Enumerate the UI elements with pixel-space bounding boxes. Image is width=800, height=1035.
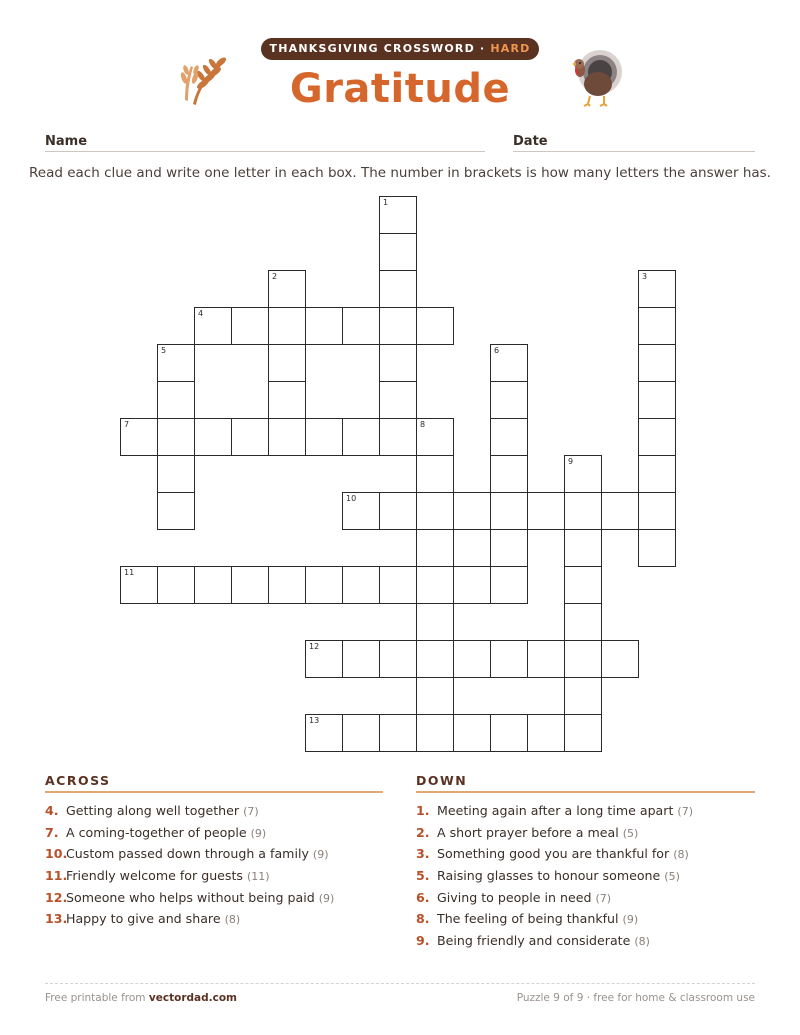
- clue-text: Custom passed down through a family: [66, 846, 309, 862]
- grid-cell[interactable]: [379, 307, 417, 345]
- clue-length: (5): [664, 870, 680, 884]
- grid-cell[interactable]: [416, 492, 454, 530]
- grid-cell[interactable]: [564, 603, 602, 641]
- grid-cell[interactable]: [416, 677, 454, 715]
- across-clue: [45, 908, 334, 930]
- clue-number-label: 10: [346, 494, 357, 503]
- grid-cell[interactable]: [638, 529, 676, 567]
- grid-cell[interactable]: [490, 529, 528, 567]
- footer-puzzle-info: Puzzle 9 of 9 · free for home & classroom use: [516, 992, 755, 1004]
- grid-cell[interactable]: [379, 233, 417, 271]
- grid-cell[interactable]: [453, 492, 491, 530]
- puzzle-title: Gratitude: [289, 66, 511, 112]
- difficulty-badge: [261, 38, 539, 60]
- grid-cell[interactable]: [379, 381, 417, 419]
- grid-cell[interactable]: [638, 381, 676, 419]
- clue-number-label: 1: [383, 198, 389, 207]
- grid-cell[interactable]: [342, 307, 380, 345]
- grid-cell[interactable]: [527, 492, 565, 530]
- grid-cell[interactable]: [379, 270, 417, 308]
- grid-cell[interactable]: [342, 492, 380, 530]
- clue-text: Raising glasses to honour someone: [437, 868, 661, 884]
- grid-cell[interactable]: [490, 418, 528, 456]
- grid-cell[interactable]: [416, 455, 454, 493]
- grid-cell[interactable]: [453, 640, 491, 678]
- grid-cell[interactable]: [342, 640, 380, 678]
- grid-cell[interactable]: [379, 640, 417, 678]
- grid-cell[interactable]: [305, 714, 343, 752]
- footer-prefix: Free printable from: [45, 992, 146, 1004]
- grid-cell[interactable]: [379, 566, 417, 604]
- across-clue: [45, 800, 334, 822]
- clue-length: (8): [673, 848, 689, 862]
- grid-cell[interactable]: [194, 418, 232, 456]
- clue-number: 1.: [416, 803, 430, 818]
- clue-text: Meeting again after a long time apart: [437, 803, 674, 818]
- grid-cell[interactable]: [342, 418, 380, 456]
- grid-cell[interactable]: [157, 455, 195, 493]
- grid-cell[interactable]: [638, 270, 676, 308]
- clue-length: (7): [595, 891, 612, 905]
- across-clue: [45, 887, 334, 909]
- badge-title: THANKSGIVING CROSSWORD ·: [269, 42, 486, 55]
- grid-cell[interactable]: [231, 307, 269, 345]
- down-clue: [416, 908, 693, 930]
- grid-cell[interactable]: [527, 714, 565, 752]
- clue-number-label: 9: [568, 457, 574, 466]
- grid-cell[interactable]: [490, 455, 528, 493]
- down-clue-list: [416, 800, 693, 952]
- grid-cell[interactable]: [305, 640, 343, 678]
- grid-cell[interactable]: [416, 640, 454, 678]
- grid-cell[interactable]: [416, 566, 454, 604]
- date-field[interactable]: [513, 151, 755, 152]
- clue-length: (7): [243, 805, 259, 818]
- grid-cell[interactable]: [157, 344, 195, 382]
- down-divider: [416, 791, 755, 793]
- grid-cell[interactable]: [268, 566, 306, 604]
- clue-number-label: 11: [124, 568, 135, 577]
- grid-cell[interactable]: [638, 455, 676, 493]
- grid-cell[interactable]: [342, 566, 380, 604]
- grid-cell[interactable]: [268, 307, 306, 345]
- grid-cell[interactable]: [416, 418, 454, 456]
- grid-cell[interactable]: [564, 566, 602, 604]
- footer-site-link[interactable]: vectordad.com: [148, 992, 237, 1004]
- grid-cell[interactable]: [268, 381, 306, 419]
- clue-number: 3.: [416, 846, 430, 862]
- grid-cell[interactable]: [120, 418, 158, 456]
- down-clue: [416, 887, 693, 909]
- clue-length: (9): [250, 826, 267, 840]
- grid-cell[interactable]: [194, 566, 232, 604]
- clue-number-label: 7: [124, 420, 130, 429]
- grid-cell[interactable]: [564, 529, 602, 567]
- grid-cell[interactable]: [416, 603, 454, 641]
- clue-number-label: 4: [198, 309, 204, 318]
- down-clue: [416, 865, 693, 887]
- turkey-icon: [562, 44, 628, 110]
- grid-cell[interactable]: [564, 677, 602, 715]
- clue-length: (8): [224, 913, 241, 927]
- clue-number: 2.: [416, 824, 430, 840]
- clue-number: 8.: [416, 911, 430, 927]
- clue-number: 12.: [45, 889, 68, 905]
- across-heading: ACROSS: [45, 773, 111, 788]
- down-clue: [416, 822, 693, 844]
- grid-cell[interactable]: [638, 307, 676, 345]
- across-clue: [45, 843, 334, 865]
- grid-cell[interactable]: [638, 344, 676, 382]
- grid-cell[interactable]: [194, 307, 232, 345]
- grid-cell[interactable]: [416, 714, 454, 752]
- grid-cell[interactable]: [231, 566, 269, 604]
- grid-cell[interactable]: [157, 381, 195, 419]
- clue-length: (5): [622, 826, 639, 840]
- grid-cell[interactable]: [305, 418, 343, 456]
- grid-cell[interactable]: [305, 307, 343, 345]
- clue-number: 13.: [45, 911, 68, 927]
- clue-number-label: 2: [272, 272, 278, 281]
- grid-cell[interactable]: [638, 492, 676, 530]
- clue-number-label: 6: [494, 346, 500, 355]
- down-clue: [416, 800, 693, 822]
- across-divider: [45, 791, 383, 793]
- grid-cell[interactable]: [490, 492, 528, 530]
- clue-number: 10.: [45, 846, 68, 862]
- clue-text: A short prayer before a meal: [437, 824, 619, 840]
- clue-number-label: 13: [309, 716, 320, 725]
- grid-cell[interactable]: [564, 492, 602, 530]
- grid-cell[interactable]: [490, 344, 528, 382]
- across-clue: [45, 822, 334, 844]
- grid-cell[interactable]: [416, 529, 454, 567]
- footer-credit: [45, 992, 237, 1004]
- grid-cell[interactable]: [157, 418, 195, 456]
- grid-cell[interactable]: [601, 640, 639, 678]
- grid-cell[interactable]: [453, 714, 491, 752]
- clue-text: Giving to people in need: [437, 889, 592, 905]
- clue-number: 6.: [416, 889, 430, 905]
- footer-divider: [45, 983, 755, 984]
- grid-cell[interactable]: [379, 714, 417, 752]
- grid-cell[interactable]: [379, 492, 417, 530]
- grid-cell[interactable]: [268, 270, 306, 308]
- clue-number-label: 8: [420, 420, 426, 429]
- clue-number: 9.: [416, 933, 430, 949]
- grid-cell[interactable]: [638, 418, 676, 456]
- clue-text: A coming-together of people: [66, 824, 247, 840]
- grid-cell[interactable]: [490, 566, 528, 604]
- down-clue: [416, 930, 693, 952]
- grid-cell[interactable]: [342, 714, 380, 752]
- grid-cell[interactable]: [564, 640, 602, 678]
- clue-number-label: 5: [161, 346, 167, 355]
- across-clue: [45, 865, 334, 887]
- grid-cell[interactable]: [305, 566, 343, 604]
- grid-cell[interactable]: [120, 566, 158, 604]
- grid-cell[interactable]: [268, 344, 306, 382]
- grid-cell[interactable]: [453, 566, 491, 604]
- grid-cell[interactable]: [379, 418, 417, 456]
- grid-cell[interactable]: [564, 455, 602, 493]
- grid-cell[interactable]: [268, 418, 306, 456]
- grid-cell[interactable]: [379, 344, 417, 382]
- clue-text: Getting along well together: [66, 803, 240, 818]
- clue-text: Friendly welcome for guests: [66, 868, 243, 884]
- clue-number: 4.: [45, 803, 59, 818]
- clue-length: (8): [634, 935, 650, 949]
- clue-number-label: 12: [309, 642, 320, 651]
- grid-cell[interactable]: [416, 307, 454, 345]
- grid-cell[interactable]: [601, 492, 639, 530]
- clue-number: 5.: [416, 868, 430, 884]
- across-clue-list: [45, 800, 334, 930]
- grid-cell[interactable]: [379, 196, 417, 234]
- clue-number: 7.: [45, 824, 59, 840]
- grid-cell[interactable]: [231, 418, 269, 456]
- clue-text: Someone who helps without being paid: [66, 889, 315, 905]
- clue-number: 11.: [45, 868, 68, 884]
- grid-cell[interactable]: [490, 640, 528, 678]
- down-clue: [416, 843, 693, 865]
- grid-cell[interactable]: [527, 640, 565, 678]
- grid-cell[interactable]: [157, 566, 195, 604]
- grid-cell[interactable]: [490, 381, 528, 419]
- date-label: Date: [513, 134, 548, 149]
- clue-text: Happy to give and share: [66, 911, 221, 927]
- grid-cell[interactable]: [490, 714, 528, 752]
- clue-number-label: 3: [642, 272, 648, 281]
- clue-length: (9): [312, 848, 329, 862]
- clue-text: Being friendly and considerate: [437, 933, 631, 949]
- instructions: Read each clue and write one letter in each box. The number in brackets is how many letters the answer has.: [29, 165, 771, 181]
- clue-text: Something good you are thankful for: [437, 846, 670, 862]
- clue-text: The feeling of being thankful: [437, 911, 619, 927]
- clue-length: (9): [318, 891, 335, 905]
- down-heading: DOWN: [416, 773, 468, 788]
- clue-length: (7): [677, 805, 694, 818]
- grid-cell[interactable]: [564, 714, 602, 752]
- name-field[interactable]: [45, 151, 485, 152]
- clue-length: (11): [247, 870, 270, 884]
- clue-length: (9): [622, 913, 639, 927]
- name-label: Name: [45, 134, 88, 149]
- grid-cell[interactable]: [157, 492, 195, 530]
- badge-level: HARD: [490, 42, 531, 55]
